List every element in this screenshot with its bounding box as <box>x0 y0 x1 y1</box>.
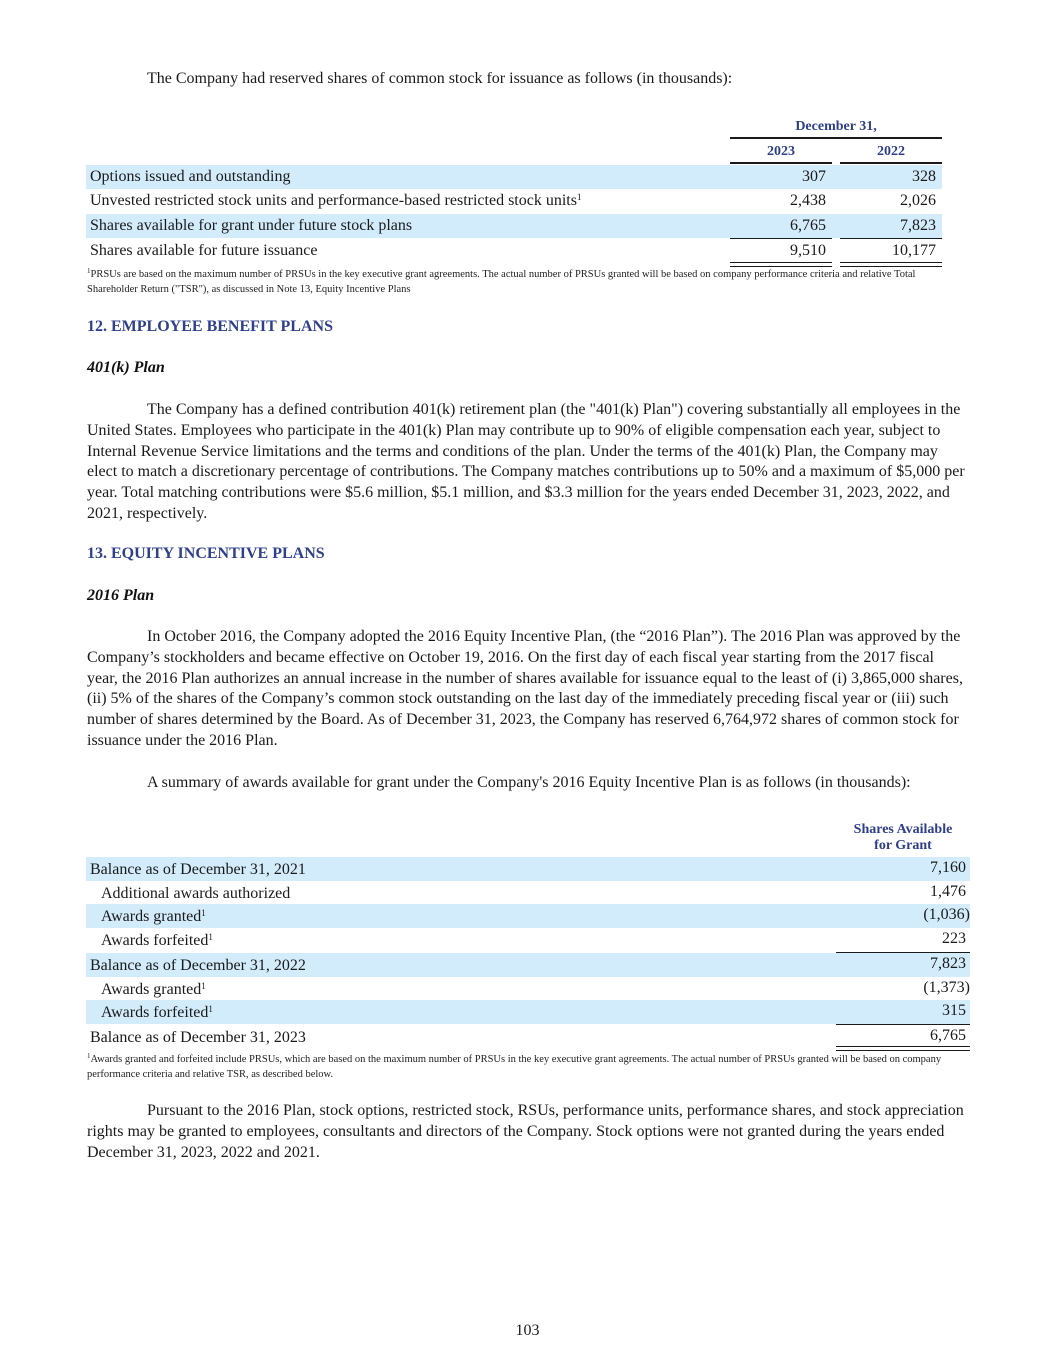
table-row <box>86 1000 970 1024</box>
row-value: 6,765 <box>930 1027 966 1044</box>
row-value: 1,476 <box>930 883 966 900</box>
row-label: Balance as of December 31, 2023 <box>90 1029 306 1046</box>
row-label: Unvested restricted stock units and performance-based restricted stock units$^1$ <box>90 192 582 209</box>
row-value: (1,036) <box>923 906 970 923</box>
reserved-shares-intro: The Company had reserved shares of common stock for issuance as follows (in thousands): <box>147 70 733 87</box>
table-row <box>86 904 970 928</box>
row-label: Awards forfeited$^1$ <box>101 932 213 949</box>
row-value: 223 <box>942 930 966 947</box>
row-label: Additional awards authorized <box>101 885 291 902</box>
column-group-header: December 31, <box>730 117 942 139</box>
paragraph-award-types: Pursuant to the 2016 Plan, stock options, restricted stock, RSUs, performance units, performance shares, and stock appreciation rights may be granted to employees, consultants and directors of the Company. Stock options were not granted during the years ended December 31, 2023, 2022 and 2021. <box>87 1102 964 1161</box>
row-value: 315 <box>942 1002 966 1019</box>
paragraph-awards-summary-intro: A summary of awards available for grant under the Company's 2016 Equity Incentive Plan is as follows (in thousands): <box>147 774 911 791</box>
column-header-shares-available <box>836 822 970 859</box>
table-row <box>86 881 970 905</box>
row-label: Shares available for grant under future stock plans <box>90 217 413 234</box>
footnote-marker: 1 <box>87 1052 91 1060</box>
value-2023: 9,510 <box>790 242 826 259</box>
row-label: Balance as of December 31, 2022 <box>90 957 306 974</box>
table-row <box>86 189 942 213</box>
value-2023: 2,438 <box>790 192 826 209</box>
footnote-marker: 1 <box>201 981 206 991</box>
row-label: Balance as of December 31, 2021 <box>90 861 306 878</box>
table-row <box>86 165 942 189</box>
subheading-401k-plan: 401(k) Plan <box>87 359 165 376</box>
reserved-table-footnote: $^1$PRSUs are based on the maximum number of PRSUs in the key executive grant agreements. The actual number of PRSUs granted will be based on company performance criteria and relative Total Shareholder Return ("TSR"), as discussed in Note 13, Equity Incentive Plans <box>87 267 916 295</box>
table-row-total <box>86 239 942 263</box>
row-value: (1,373) <box>923 979 970 996</box>
table-row <box>86 214 942 238</box>
table-row <box>86 857 970 881</box>
column-header-line: Shares Available <box>853 822 953 837</box>
section-heading-employee-benefit-plans: 12. EMPLOYEE BENEFIT PLANS <box>87 318 333 335</box>
column-header-2022: 2022 <box>840 142 942 164</box>
table-row <box>86 928 970 952</box>
row-label: Awards granted$^1$ <box>101 908 206 925</box>
row-value: 7,823 <box>930 955 966 972</box>
column-header-2023: 2023 <box>730 142 832 164</box>
row-value: 7,160 <box>930 859 966 876</box>
footnote-marker: 1 <box>87 267 91 275</box>
value-2022: 7,823 <box>900 217 936 234</box>
footnote-marker: 1 <box>576 192 582 202</box>
row-label: Shares available for future issuance <box>90 242 318 259</box>
footnote-marker: 1 <box>208 1004 213 1014</box>
column-header-line: for Grant <box>874 838 932 853</box>
awards-table-footnote: $^1$Awards granted and forfeited include PRSUs, which are based on the maximum number of PRSUs in the key executive grant agreements. The actual number of PRSUs granted will be based on company performance criteria and relative TSR, as described below. <box>87 1052 942 1080</box>
table-row <box>86 977 970 1001</box>
value-2023: 307 <box>802 168 826 185</box>
value-2022: 2,026 <box>900 192 936 209</box>
value-2022: 328 <box>912 168 936 185</box>
row-label: Awards forfeited$^1$ <box>101 1004 213 1021</box>
row-label: Options issued and outstanding <box>90 168 291 185</box>
row-label: Awards granted$^1$ <box>101 981 206 998</box>
page-number: 103 <box>515 1322 540 1339</box>
paragraph-2016-plan: In October 2016, the Company adopted the 2016 Equity Incentive Plan, (the “2016 Plan”). The 2016 Plan was approved by the Company’s stockholders and became effective on October 19, 2016. On the first day of each fiscal year starting from the 2017 fiscal year, the 2016 Plan authorizes an annual increase in the number of shares available for issuance equal to the least of (i) 3,865,000 shares, (ii) 5% of the shares of the Company’s common stock outstanding on the last day of the immediately preceding fiscal year or (iii) such number of shares determined by the Board. As of December 31, 2023, the Company has reserved 6,764,972 shares of common stock for issuance under the 2016 Plan. <box>87 628 963 749</box>
footnote-marker: 1 <box>208 932 213 942</box>
value-2022: 10,177 <box>892 242 936 259</box>
section-heading-equity-incentive-plans: 13. EQUITY INCENTIVE PLANS <box>87 545 325 562</box>
value-2023: 6,765 <box>790 217 826 234</box>
table-row-subtotal <box>86 953 970 977</box>
subheading-2016-plan: 2016 Plan <box>87 587 155 604</box>
total-double-rule <box>836 1046 970 1051</box>
paragraph-401k: The Company has a defined contribution 401(k) retirement plan (the "401(k) Plan") covering substantially all employees in the United States. Employees who participate in the 401(k) Plan may contribute up to 90% of eligible compensation each year, subject to Internal Revenue Service limitations and the terms and conditions of the plan. Under the terms of the 401(k) Plan, the Company may elect to match a discretionary percentage of contributions. The Company matches contributions up to 50% and a maximum of $5,000 per year. Total matching contributions were $5.6 million, $5.1 million, and $3.3 million for the years ended December 31, 2023, 2022, and 2021, respectively. <box>87 401 965 522</box>
footnote-marker: 1 <box>201 908 206 918</box>
